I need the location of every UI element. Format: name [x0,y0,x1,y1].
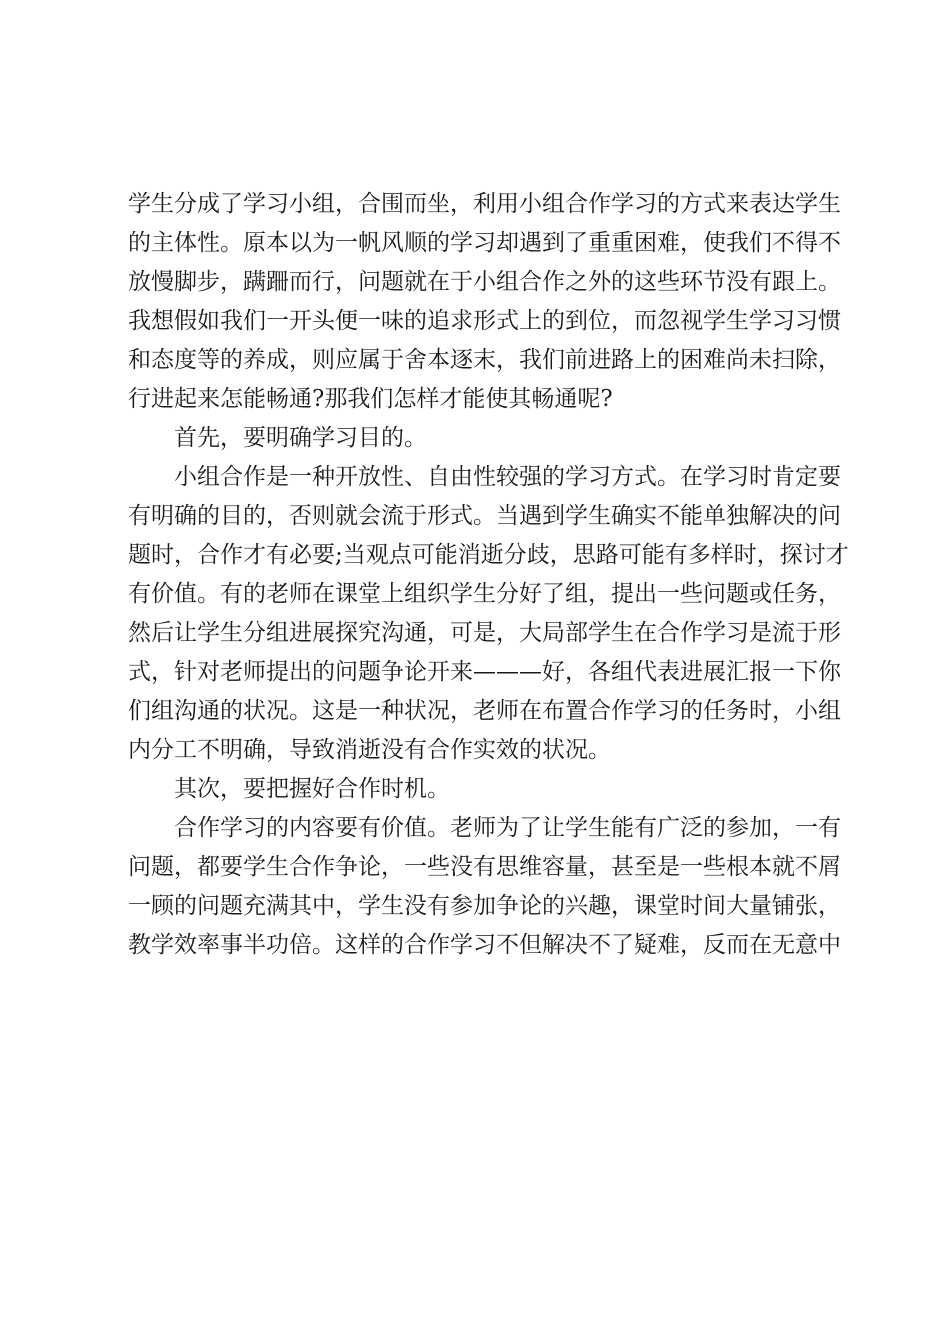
text-line: 其次，要把握好合作时机。 [174,776,450,802]
text-line: 一顾的问题充满其中，学生没有参加争论的兴趣，课堂时间大量铺张， [128,893,841,919]
text-line: 式，针对老师提出的问题争论开来———好，各组代表进展汇报一下你 [128,659,841,685]
text-line: 然后让学生分组进展探究沟通，可是，大局部学生在合作学习是流于形 [128,620,841,646]
heading-second-point [128,770,828,809]
text-line: 的主体性。原本以为一帆风顺的学习却遇到了重重困难，使我们不得不 [128,230,841,256]
text-line: 教学效率事半功倍。这样的合作学习不但解决不了疑难，反而在无意中 [128,932,841,958]
text-line: 合作学习的内容要有价值。老师为了让学生能有广泛的参加，一有 [174,815,841,841]
text-line: 和态度等的养成，则应属于舍本逐末，我们前进路上的困难尚未扫除， [128,347,841,373]
text-line: 放慢脚步，蹒跚而行，问题就在于小组合作之外的这些环节没有跟上。 [128,269,841,295]
text-line: 问题，都要学生合作争论，一些没有思维容量，甚至是一些根本就不屑 [128,854,841,880]
text-line: 题时，合作才有必要;当观点可能消逝分歧，思路可能有多样时，探讨才 [128,542,849,568]
heading-first-point [128,419,828,458]
text-line: 行进起来怎能畅通?那我们怎样才能使其畅通呢? [128,386,613,412]
text-line: 首先，要明确学习目的。 [174,425,427,451]
paragraph-3 [128,809,841,965]
text-line: 内分工不明确，导致消逝没有合作实效的状况。 [128,737,611,763]
text-line: 们组沟通的状况。这是一种状况，老师在布置合作学习的任务时，小组 [128,698,841,724]
paragraph-1 [128,185,841,419]
text-line: 有价值。有的老师在课堂上组织学生分好了组，提出一些问题或任务， [128,581,841,607]
paragraph-2 [128,458,849,770]
document-body [128,185,849,965]
text-line: 学生分成了学习小组，合围而坐，利用小组合作学习的方式来表达学生 [128,191,841,217]
text-line: 小组合作是一种开放性、自由性较强的学习方式。在学习时肯定要 [174,464,841,490]
text-line: 我想假如我们一开头便一味的追求形式上的到位，而忽视学生学习习惯 [128,308,841,334]
text-line: 有明确的目的，否则就会流于形式。当遇到学生确实不能单独解决的问 [128,503,841,529]
